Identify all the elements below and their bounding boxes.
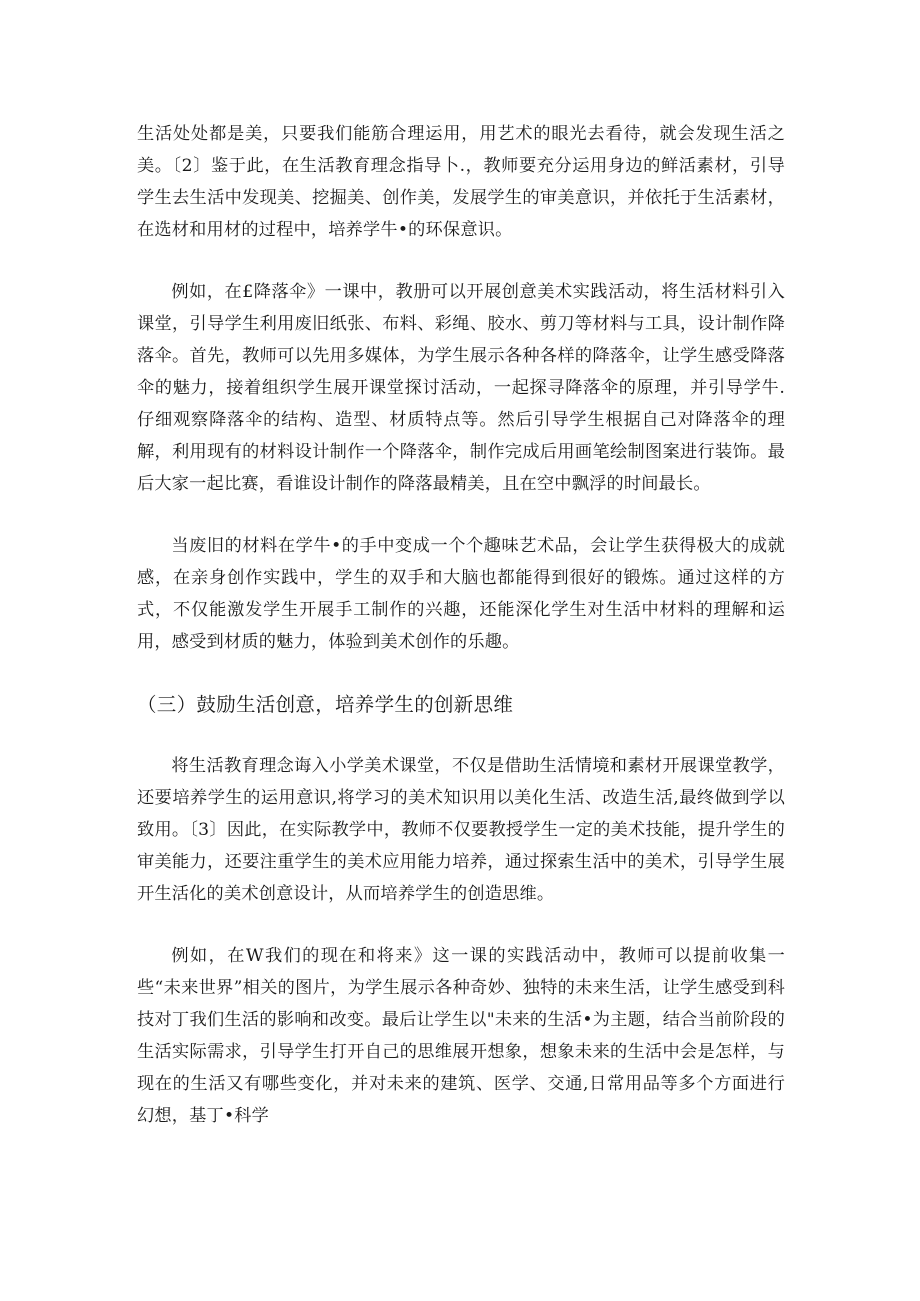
- paragraph-5: 例如，在W我们的现在和将来》这一课的实践活动中，教师可以提前收集一些“未来世界”相关的图片，为学生展示各种奇妙、独特的未来生活，让学生感受到科技对丁我们生活的影响和改变。最后让学生以"未来的生活•为主题，结合当前阶段的生活实际需求，引导学生打开自己的思维展开想象，想象未来的生活中会是怎样，与现在的生活又有哪些变化，并对未来的建筑、医学、交通,日常用品等多个方面进行幻想，基丁•科学: [137, 946, 785, 1126]
- heading-gap: [137, 722, 785, 750]
- paragraph-4: 将生活教育理念诲入小学美术课堂，不仅是借助生活情境和素材开展课堂教学，还要培养学生的运用意识,将学习的美术知识用以美化生活、改造生活,最终做到学以致用。〔3〕因此，在实际教学中，教师不仅要教授学生一定的美术技能，提升学生的审美能力，还要注重学生的美术应用能力培养，通过探索生活中的美术，引导学生展开生活化的美术创意设计，从而培养学生的创造思维。: [137, 756, 785, 904]
- paragraph-1: 生活处处都是美，只要我们能筋合理运用，用艺术的眼光去看待，就会发现生活之美。〔2〕鉴于此，在生活教育理念指导卜.，教师要充分运用身边的鲜活素材，引导学生去生活中发现美、挖掘美、创作美，发展学生的审美意识，并依托于生活素材，在选材和用材的过程中，培养学牛•的环保意识。: [137, 124, 785, 240]
- paragraph-3: 当废旧的材料在学牛•的手中变成一个个趣味艺术品，会让学生获得极大的成就感，在亲身创作实践中，学生的双手和大脑也都能得到很好的锻炼。通过这样的方式，不仅能激发学生开展手工制作的兴趣，还能深化学生对生活中材料的理解和运用，感受到材质的魅力，体验到美术创作的乐趣。: [137, 536, 785, 652]
- heading-gap: [137, 658, 785, 688]
- paragraph-2: 例如，在£降落伞》一课中，教册可以开展创意美术实践活动，将生活材料引入课堂，引导学生利用废旧纸张、布料、彩绳、胶水、剪刀等材料与工具，设计制作降落伞。首先，教师可以先用多媒体，为学生展示各种各样的降落伞，让学生感受降落伞的魅力，接着组织学生展开课堂探讨活动，一起探寻降落伞的原理，并引导学牛.仔细观察降落伞的结构、造型、材质特点等。然后引导学生根据自己对降落伞的理解，利用现有的材料设计制作一个降落伞，制作完成后用画笔绘制图案进行装饰。最后大家一起比赛，看谁设计制作的降落最精美，且在空中飘浮的时间最长。: [137, 282, 785, 494]
- document-page: [137, 118, 785, 1132]
- paragraph-gap: [137, 246, 785, 276]
- paragraph-gap: [137, 500, 785, 530]
- paragraph-gap: [137, 910, 785, 940]
- section-heading: （三）鼓励生活创意，培养学生的创新思维: [137, 693, 514, 716]
